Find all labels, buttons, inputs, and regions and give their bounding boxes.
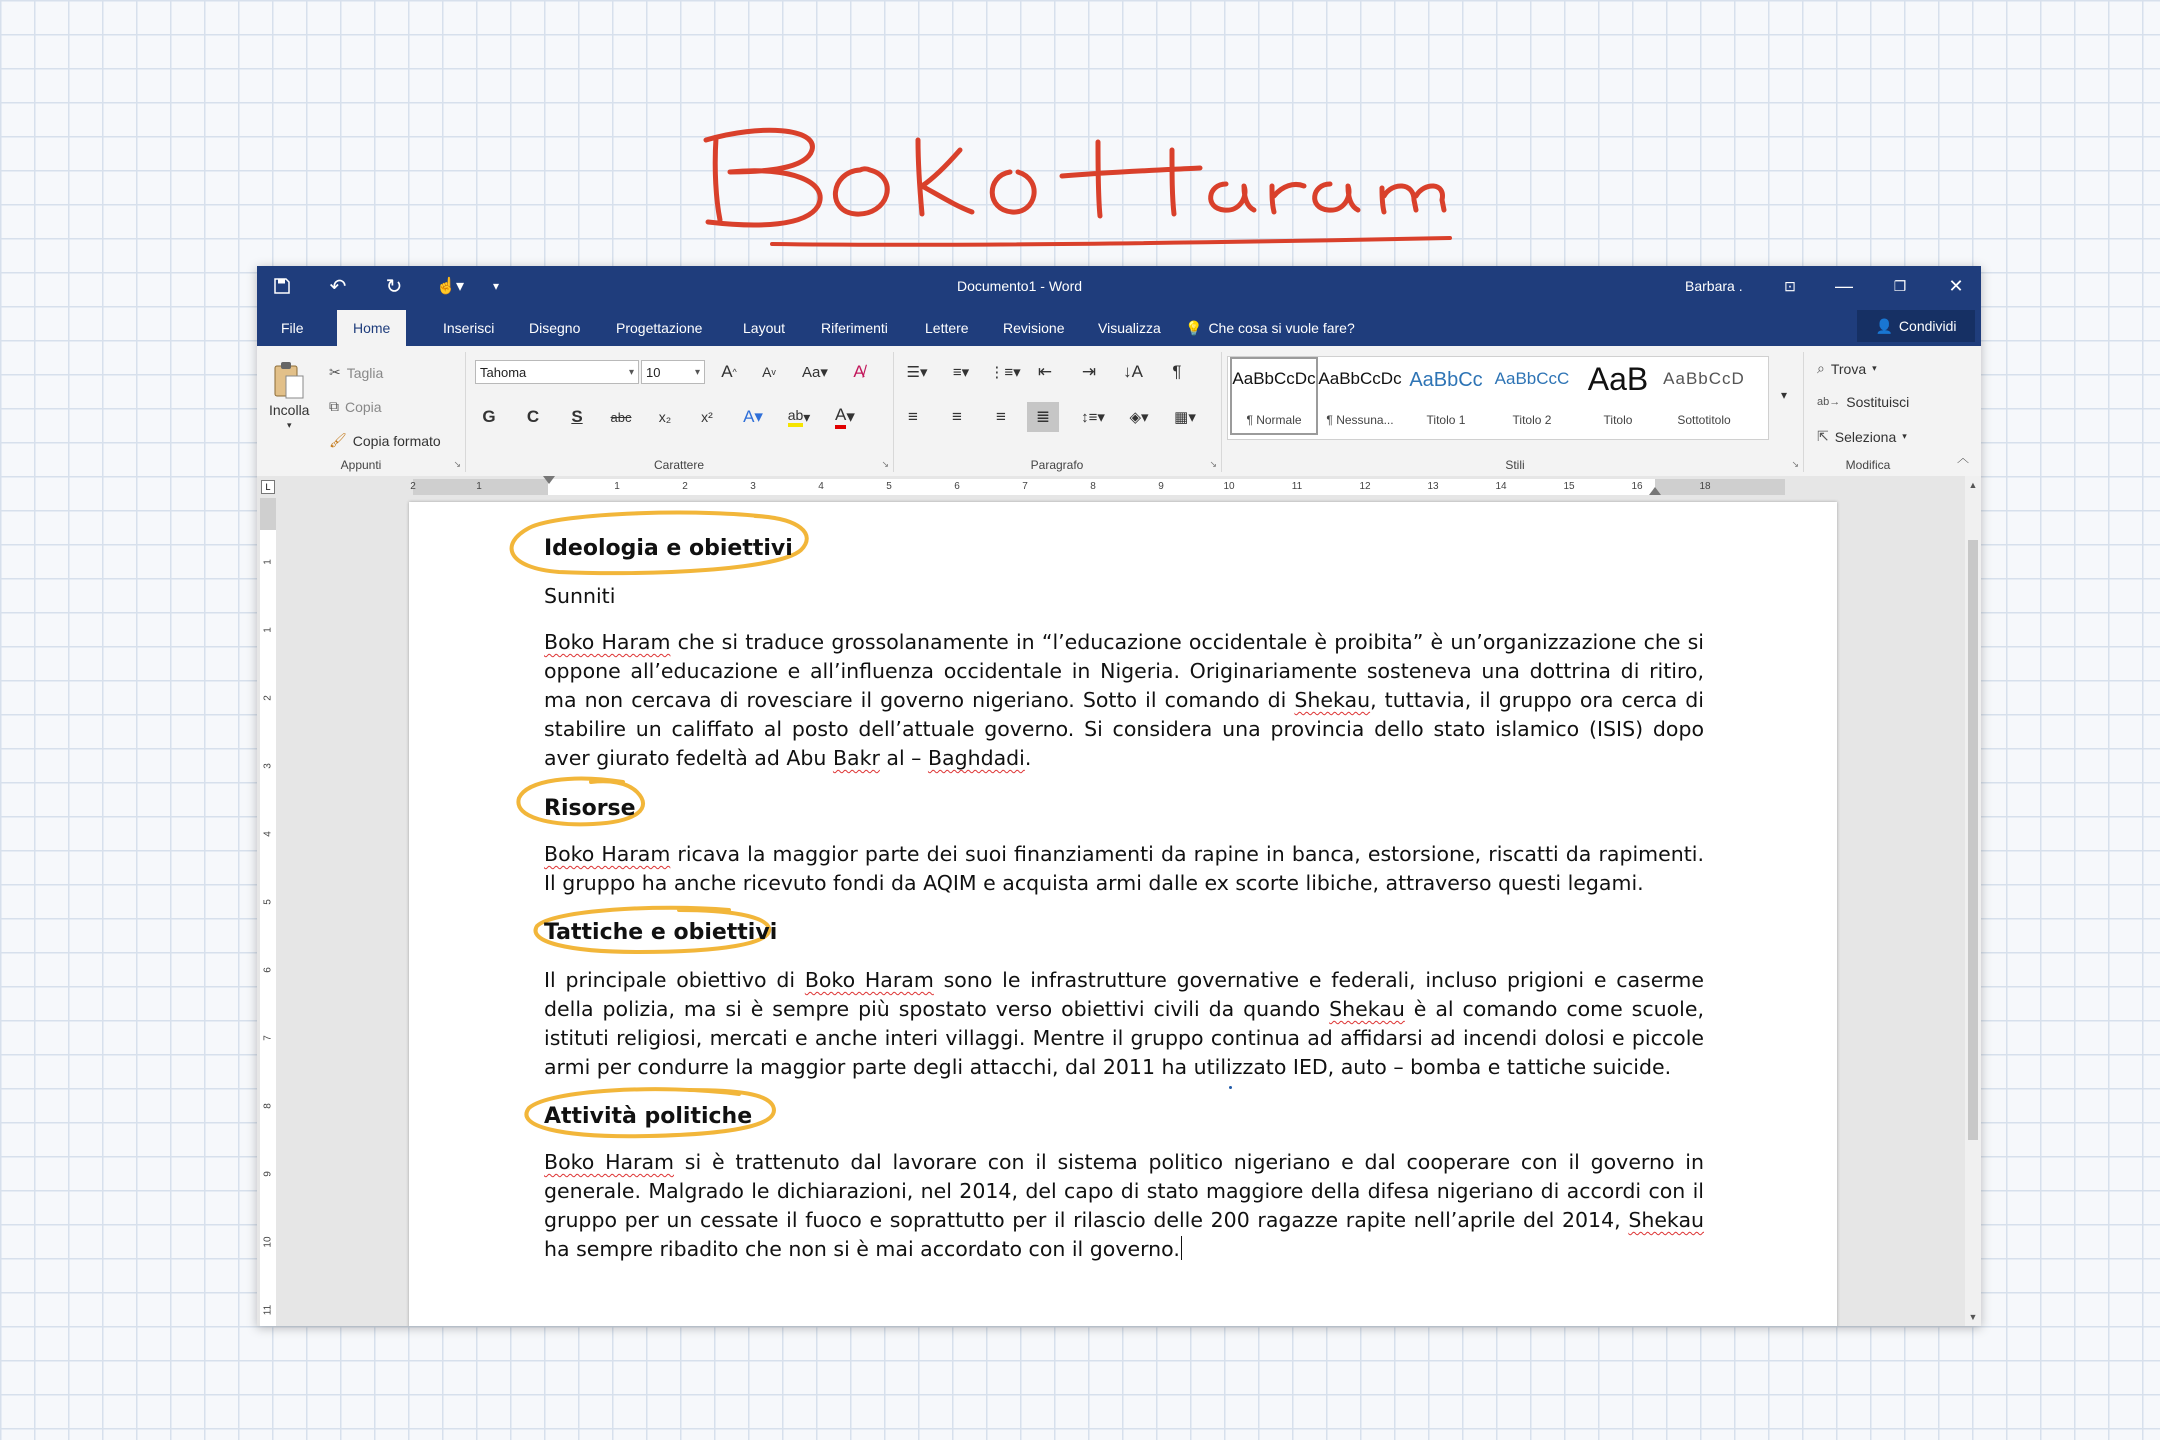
tab-layout[interactable]: Layout: [743, 320, 786, 336]
word-window: [257, 266, 1981, 1326]
dialog-launcher-icon[interactable]: ↘: [881, 459, 889, 469]
style-normale[interactable]: AaBbCcDc ¶ Normale: [1232, 359, 1316, 433]
document-page[interactable]: [409, 502, 1837, 1326]
cut-label: Taglia: [346, 364, 384, 381]
italic-button[interactable]: C: [526, 407, 540, 426]
minimize-icon[interactable]: —: [1835, 275, 1853, 296]
styles-gallery: [1227, 356, 1769, 440]
group-paragraph: [893, 352, 1222, 472]
font-group-label: Carattere: [653, 458, 705, 472]
paragraph-group-label: Paragrafo: [1030, 458, 1084, 472]
styles-more-icon[interactable]: ▾: [1780, 388, 1788, 402]
copy-icon: ⧉: [329, 398, 339, 414]
ribbon-tabs: [257, 306, 1981, 346]
font-name: Tahoma: [480, 365, 527, 380]
change-case-button[interactable]: Aa ▾: [802, 363, 828, 381]
tab-revisione[interactable]: Revisione: [1003, 320, 1065, 336]
touch-mode-icon[interactable]: ☝▾: [436, 278, 464, 295]
borders-icon[interactable]: ▦▾: [1174, 409, 1196, 426]
format-painter-button[interactable]: [329, 432, 441, 449]
scroll-down-icon[interactable]: ▼: [1968, 1312, 1978, 1322]
redo-icon[interactable]: ↻: [385, 275, 403, 298]
find-button[interactable]: ⌕ Trova ▾: [1817, 360, 1877, 377]
paste-icon: [272, 360, 306, 400]
replace-label: Sostituisci: [1846, 394, 1910, 410]
paste-label: Incolla: [269, 402, 310, 418]
first-line-indent-marker[interactable]: [543, 476, 555, 484]
vertical-ruler[interactable]: 1 1 2 3 4 5 6 7 8 9 10 11: [257, 498, 279, 1326]
bullets-icon[interactable]: ☰▾: [906, 364, 928, 381]
font-name-box[interactable]: Tahoma ▾: [475, 360, 639, 384]
select-button[interactable]: ⇱ Seleziona ▾: [1817, 428, 1907, 445]
multilevel-list-icon[interactable]: ⋮≡▾: [989, 364, 1021, 381]
copy-button[interactable]: [329, 398, 382, 415]
heading-tattiche: Tattiche e obiettivi: [544, 920, 778, 945]
align-center-icon[interactable]: ≡: [952, 407, 962, 426]
text-caret: [1181, 1236, 1183, 1260]
tab-progettazione[interactable]: Progettazione: [616, 320, 703, 336]
styles-group-label: Stili: [1505, 458, 1525, 472]
paste-button[interactable]: Incolla ▾: [269, 360, 309, 431]
ruler-track: 2 1 1 2 3 4 5 6 7 8 9 10 11 12 13 14 15 16 18: [413, 479, 1785, 495]
group-styles: [1227, 352, 1804, 472]
clear-formatting-icon[interactable]: A̸: [853, 362, 865, 381]
style-sottotitolo[interactable]: AaBbCcD Sottotitolo: [1663, 369, 1745, 427]
heading-risorse: Risorse: [544, 796, 636, 821]
numbering-icon[interactable]: ≡▾: [952, 364, 970, 381]
customize-qat-icon[interactable]: ▾: [492, 279, 500, 293]
group-font: [465, 352, 894, 472]
tab-riferimenti[interactable]: Riferimenti: [821, 320, 888, 336]
dialog-launcher-icon[interactable]: ↘: [1209, 459, 1217, 469]
bold-button[interactable]: G: [482, 407, 496, 426]
paragraph-tattiche: Il principale obiettivo di Boko Haram sono le infrastrutture governative e federali, incluso prigioni e caserme della polizia, ma si è sempre più spostato verso obiettivi civili da quando Shekau è al comando come scuole, istituti religiosi, mercati e anche interi villaggi. Mentre il gruppo continua ad affidarsi ad incendi dolosi e piccole armi per condurre la maggior parte degli attacchi, dal 2011 ha utilizzato IED, auto – bomba e tattiche suicide.: [544, 968, 1704, 1079]
brush-icon: 🖌: [329, 432, 347, 448]
right-indent-marker[interactable]: [1649, 487, 1661, 495]
line-spacing-icon[interactable]: ↕≡▾: [1081, 409, 1105, 426]
format-painter-label: Copia formato: [352, 432, 441, 449]
group-editing: [1803, 352, 1933, 472]
increase-indent-icon[interactable]: ⇥: [1081, 362, 1097, 381]
handwritten-title-text: Boko Haram: [0, 0, 6, 1]
cut-button[interactable]: [329, 364, 383, 381]
clipboard-group-label: Appunti: [340, 458, 382, 472]
scroll-up-icon[interactable]: ▲: [1968, 480, 1978, 490]
share-button[interactable]: [1857, 310, 1975, 342]
style-titolo-1[interactable]: AaBbCc Titolo 1: [1409, 369, 1483, 427]
tab-visualizza[interactable]: Visualizza: [1098, 320, 1161, 336]
dialog-launcher-icon[interactable]: ↘: [1791, 459, 1799, 469]
tab-selector-icon[interactable]: L: [261, 480, 275, 494]
replace-icon: ab→: [1817, 396, 1841, 408]
align-right-icon[interactable]: ≡: [996, 407, 1006, 426]
select-label: Seleziona: [1834, 428, 1897, 445]
save-icon[interactable]: [257, 266, 307, 306]
font-size-box[interactable]: 10 ▾: [641, 360, 705, 384]
undo-icon[interactable]: ↶: [329, 275, 347, 298]
collapse-ribbon-icon[interactable]: ︿: [1956, 450, 1969, 465]
justify-icon[interactable]: ≣: [1027, 402, 1059, 432]
shrink-font-icon[interactable]: A v: [762, 364, 776, 380]
ink-dot: [1229, 1086, 1232, 1089]
style-titolo[interactable]: AaB Titolo: [1587, 361, 1649, 427]
scrollbar-thumb[interactable]: [1968, 540, 1978, 1140]
replace-button[interactable]: [1817, 394, 1909, 410]
tab-disegno[interactable]: Disegno: [529, 320, 581, 336]
subscript-button[interactable]: x₂: [658, 409, 672, 425]
style-nessuna[interactable]: AaBbCcDc ¶ Nessuna...: [1318, 369, 1402, 427]
user-name[interactable]: Barbara .: [1685, 278, 1743, 294]
horizontal-ruler[interactable]: [257, 476, 1981, 498]
close-icon[interactable]: ✕: [1948, 275, 1964, 296]
tell-me-text: Che cosa si vuole fare?: [1208, 320, 1355, 336]
highlight-icon[interactable]: ab ▾: [783, 402, 815, 432]
search-icon: ⌕: [1817, 360, 1825, 376]
title-bar: [257, 266, 1981, 306]
paragraph-ideologia: Boko Haram che si traduce grossolanamente in “l’educazione occidentale è proibita” è un’organizzazione che si oppone all’educazione e all’influenza occidentale in Nigeria. Originariamente sosteneva una dottrina di ritiro, ma non cercava di rovesciare il governo nigeriano. Sotto il comando di Shekau, tuttavia, il gruppo ora cerca di stabilire un califfato al posto dell’attuale governo. Si considera una provincia dello stato islamico (ISIS) dopo aver giurato fedeltà ad Abu Bakr al – Baghdadi.: [544, 630, 1704, 770]
ribbon: [257, 346, 1981, 477]
font-size: 10: [646, 365, 661, 380]
paragraph-sunniti: Sunniti: [544, 584, 616, 608]
vertical-scrollbar[interactable]: [1965, 476, 1981, 1326]
tell-me-box[interactable]: [1169, 310, 1371, 346]
person-icon: 👤: [1875, 317, 1893, 334]
tab-file[interactable]: File: [281, 320, 304, 336]
tab-home[interactable]: Home: [337, 310, 406, 346]
scissors-icon: ✂: [329, 364, 341, 380]
decrease-indent-icon[interactable]: ⇤: [1037, 362, 1053, 381]
editing-group-label: Modifica: [1845, 458, 1891, 472]
show-marks-icon[interactable]: ¶: [1172, 362, 1182, 381]
paragraph-attivita: Boko Haram si è trattenuto dal lavorare con il sistema politico nigeriano e dal cooperare con il governo in generale. Malgrado le dichiarazioni, nel 2014, del capo di stato maggiore della difesa nigeriano di accordi con il gruppo per un cessate il fuoco e soprattutto per il rilascio delle 200 ragazze rapite nell’aprile del 2014, Shekau ha sempre ribadito che non si è mai accordato con il governo.: [544, 1150, 1704, 1261]
find-label: Trova: [1830, 360, 1867, 377]
heading-attivita-politiche: Attività politiche: [544, 1104, 753, 1129]
grow-font-icon[interactable]: A ^: [721, 362, 737, 381]
font-color-icon[interactable]: A ▾: [829, 402, 861, 432]
superscript-button[interactable]: x²: [701, 409, 713, 425]
copy-label: Copia: [345, 398, 382, 415]
strikethrough-button[interactable]: abc: [610, 409, 632, 425]
text-effects-icon[interactable]: A▾: [743, 407, 763, 426]
restore-icon[interactable]: ❐: [1893, 277, 1907, 294]
paragraph-risorse: Boko Haram ricava la maggior parte dei suoi finanziamenti da rapine in banca, estorsione, riscatti da rapimenti. Il gruppo ha anche ricevuto fondi da AQIM e acquista armi dalle ex scorte libiche, attraverso questi legami.: [544, 842, 1704, 895]
share-label: Condividi: [1898, 318, 1957, 334]
ribbon-display-icon[interactable]: ⊡: [1784, 277, 1796, 294]
heading-ideologia: Ideologia e obiettivi: [544, 536, 793, 561]
tab-inserisci[interactable]: Inserisci: [443, 320, 495, 336]
tab-lettere[interactable]: Lettere: [925, 320, 969, 336]
cursor-icon: ⇱: [1817, 428, 1829, 444]
align-left-icon[interactable]: ≡: [908, 407, 918, 426]
window-title: Documento1 - Word: [957, 278, 1083, 294]
lightbulb-icon: 💡: [1185, 320, 1203, 336]
style-titolo-2[interactable]: AaBbCcC Titolo 2: [1494, 369, 1570, 427]
shading-icon[interactable]: ◈▾: [1129, 409, 1149, 426]
dialog-launcher-icon[interactable]: ↘: [453, 459, 461, 469]
handwritten-title: [0, 0, 2160, 280]
underline-button[interactable]: S: [571, 407, 583, 426]
sort-icon[interactable]: ↓A: [1123, 362, 1143, 381]
group-clipboard: [257, 352, 466, 472]
